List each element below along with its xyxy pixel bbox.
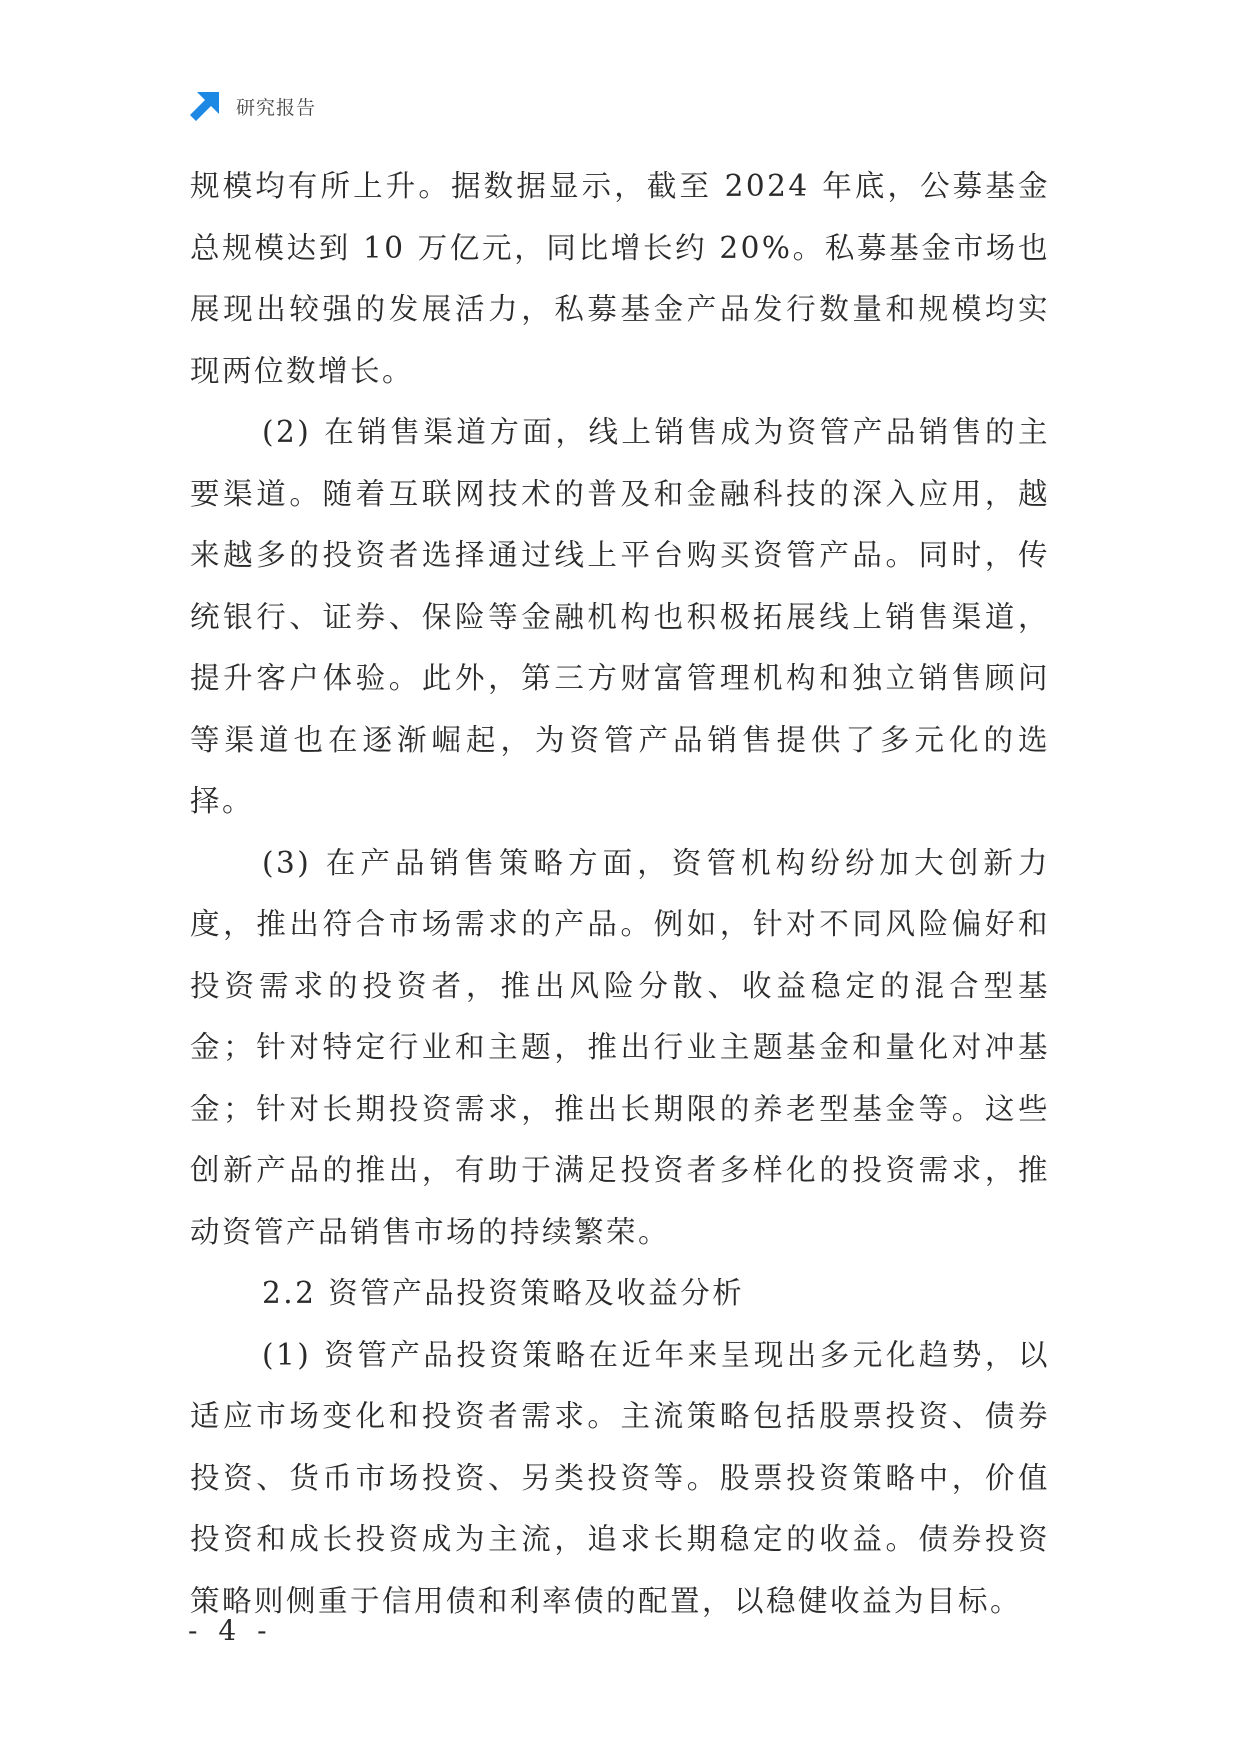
- header-title: 研究报告: [236, 96, 317, 119]
- page-number: - 4 -: [188, 1614, 273, 1647]
- arrow-up-right-icon: [188, 89, 222, 123]
- page-header: [188, 88, 316, 124]
- section-heading: 2.2 资管产品投资策略及收益分析: [262, 1276, 745, 1310]
- paragraph-sales-strategy: (3) 在产品销售策略方面，资管机构纷纷加大创新力度，推出符合市场需求的产品。例如，针对不同风险偏好和投资需求的投资者，推出风险分散、收益稳定的混合型基金；针对特定行业和主题，推出行业主题基金和量化对冲基金；针对长期投资需求，推出长期限的养老型基金等。这些创新产品的推出，有助于满足投资者多样化的投资需求，推动资管产品销售市场的持续繁荣。: [190, 845, 1050, 1249]
- paragraph-continued: 规模均有所上升。据数据显示，截至 2024 年底，公募基金总规模达到 10 万亿元，同比增长约 20%。私募基金市场也展现出较强的发展活力，私募基金产品发行数量和规模均实现两位数增长。: [190, 169, 1050, 388]
- document-body: [190, 156, 1050, 1632]
- paragraph-sales-channels: (2) 在销售渠道方面，线上销售成为资管产品销售的主要渠道。随着互联网技术的普及和金融科技的深入应用，越来越多的投资者选择通过线上平台购买资管产品。同时，传统银行、证券、保险等金融机构也积极拓展线上销售渠道，提升客户体验。此外，第三方财富管理机构和独立销售顾问等渠道也在逐渐崛起，为资管产品销售提供了多元化的选择。: [190, 415, 1050, 818]
- paragraph-investment-strategy: (1) 资管产品投资策略在近年来呈现出多元化趋势，以适应市场变化和投资者需求。主流策略包括股票投资、债券投资、货币市场投资、另类投资等。股票投资策略中，价值投资和成长投资成为主流，追求长期稳定的收益。债券投资策略则侧重于信用债和利率债的配置，以稳健收益为目标。: [190, 1337, 1050, 1618]
